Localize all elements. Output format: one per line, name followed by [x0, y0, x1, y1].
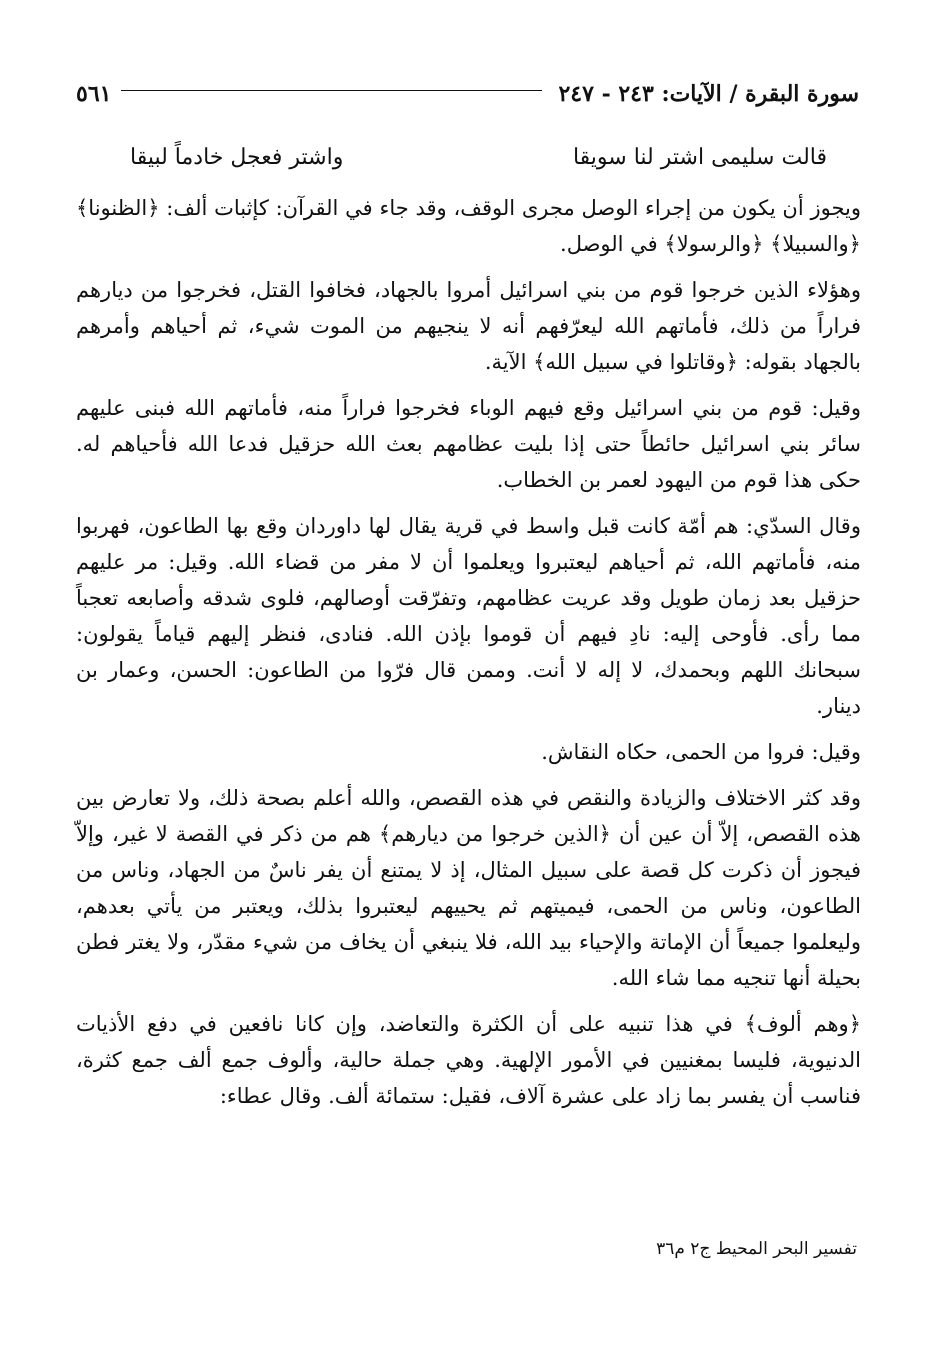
- paragraph: ويجوز أن يكون من إجراء الوصل مجرى الوقف، وقد جاء في القرآن: كإثبات ألف: ﴿الظنونا﴾ ﴿والسبيلا﴾ ﴿والرسولا﴾ في الوصل.: [76, 196, 861, 256]
- verse-left-hemistich: واشتر فعجل خادماً لبيقا: [130, 145, 344, 170]
- paragraph: ﴿وهم ألوف﴾ في هذا تنبيه على أن الكثرة والتعاضد، وإن كانا نافعين في دفع الأذيات الدنيوية، فليسا بمغنيين في الأمور الإلهية. وهي جملة حالية، وألوف جمع ألف جمع كثرة، فناسب أن يفسر بما زاد على عشرة آلاف، فقيل: ستمائة ألف. وقال عطاء:: [76, 1012, 861, 1108]
- commentary-body: [76, 190, 861, 1124]
- paragraph: وقال السدّي: هم أمّة كانت قبل واسط في قرية يقال لها داوردان وقع بها الطاعون، فهربوا منه، فأماتهم الله، ثم أحياهم ليعتبروا ويعلموا أن لا مفر من قضاء الله. وقيل: مر عليهم حزقيل بعد زمان طويل وقد عريت عظامهم، وتفرّقت أوصالهم، فلوى شدقه وأصابعه تعجباً مما رأى. فأوحى إليه: نادِ فيهم أن قوموا بإذن الله. فنادى، فنظر إليهم قياماً يقولون: سبحانك اللهم وبحمدك، لا إله لا أنت. وممن قال فرّوا من الطاعون: الحسن، وعمار بن دينار.: [76, 514, 861, 718]
- paragraph: وقيل: فروا من الحمى، حكاه النقاش.: [541, 740, 861, 764]
- signature-footer: تفسير البحر المحيط ج٢ م٣٦: [656, 1239, 857, 1259]
- surah-title: سورة البقرة / الآيات: ٢٤٣ - ٢٤٧: [558, 81, 859, 107]
- running-header: [76, 74, 859, 114]
- poetry-verse: [130, 138, 827, 178]
- paragraph: وقيل: قوم من بني اسرائيل وقع فيهم الوباء فخرجوا فراراً منه، فأماتهم الله فبنى عليهم سائر بني اسرائيل حائطاً حتى إذا بليت عظامهم بعث الله حزقيل فدعا الله فأحياهم له. حكى هذا قوم من اليهود لعمر بن الخطاب.: [76, 396, 861, 492]
- header-rule: [121, 90, 542, 91]
- paragraph: وهؤلاء الذين خرجوا قوم من بني اسرائيل أمروا بالجهاد، فخافوا القتل، فخرجوا من ديارهم فراراً من ذلك، فأماتهم الله ليعرّفهم أنه لا ينجيهم من الموت شيء، ثم أحياهم وأمرهم بالجهاد بقوله: ﴿وقاتلوا في سبيل الله﴾ الآية.: [76, 278, 861, 374]
- paragraph: وقد كثر الاختلاف والزيادة والنقص في هذه القصص، والله أعلم بصحة ذلك، ولا تعارض بين هذه القصص، إلاّ أن عين أن ﴿الذين خرجوا من ديارهم﴾ هم من ذكر في القصة لا غير، وإلاّ فيجوز أن ذكرت كل قصة على سبيل المثال، إذ لا يمتنع أن يفر ناسٌ من الجهاد، وناس من الطاعون، وناس من الحمى، فيميتهم ثم يحييهم ليعتبروا بذلك، ويعتبر من يأتي بعدهم، وليعلموا جميعاً أن الإماتة والإحياء بيد الله، فلا ينبغي أن يخاف من شيء مقدّر، ولا يغتر فطن بحيلة أنها تنجيه مما شاء الله.: [76, 786, 861, 990]
- verse-right-hemistich: قالت سليمى اشتر لنا سويقا: [572, 145, 827, 170]
- page-number: ٥٦١: [76, 81, 112, 107]
